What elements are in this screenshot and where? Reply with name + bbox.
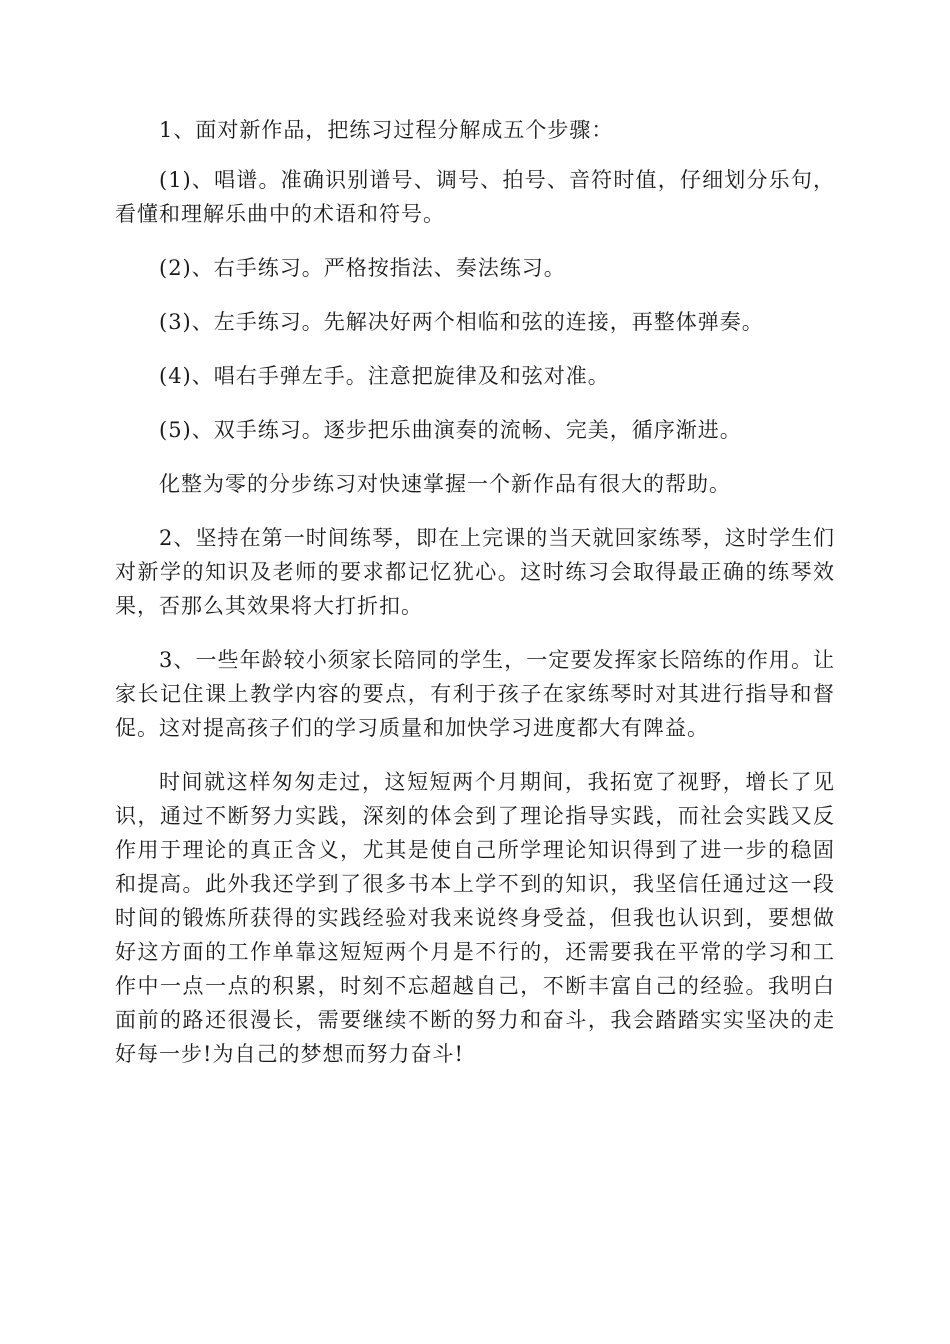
- paragraph-step-5: (5)、双手练习。逐步把乐曲演奏的流畅、完美，循序渐进。: [159, 418, 742, 442]
- document-body: [115, 113, 835, 1071]
- paragraph-step-1: (1)、唱谱。准确识别谱号、调号、拍号、音符时值，仔细划分乐句，看懂和理解乐曲中的术语和符号。: [115, 168, 835, 226]
- paragraph-summary: 化整为零的分步练习对快速掌握一个新作品有很大的帮助。: [159, 472, 731, 496]
- paragraph-intro-steps: 1、面对新作品，把练习过程分解成五个步骤：: [159, 118, 614, 142]
- paragraph-reflection: 时间就这样匆匆走过，这短短两个月期间，我拓宽了视野，增长了见识，通过不断努力实践，深刻的体会到了理论指导实践，而社会实践又反作用于理论的真正含义，尤其是使自己所学理论知识得到了进一步的稳固和提高。此外我还学到了很多书本上学不到的知识，我坚信任通过这一段时间的锻炼所获得的实践经验对我来说终身受益，但我也认识到，要想做好这方面的工作单靠这短短两个月是不行的，还需要我在平常的学习和工作中一点一点的积累，时刻不忘超越自己，不断丰富自己的经验。我明白面前的路还很漫长，需要继续不断的努力和奋斗，我会踏踏实实坚决的走好每一步!为自己的梦想而努力奋斗!: [115, 770, 835, 1066]
- paragraph-step-3: (3)、左手练习。先解决好两个相临和弦的连接，再整体弹奏。: [159, 310, 764, 334]
- paragraph-point-2: 2、坚持在第一时间练琴，即在上完课的当天就回家练琴，这时学生们对新学的知识及老师的要求都记忆犹心。这时练习会取得最正确的练琴效果，否那么其效果将大打折扣。: [115, 526, 835, 618]
- paragraph-step-2: (2)、右手练习。严格按指法、奏法练习。: [159, 256, 566, 280]
- paragraph-point-3: 3、一些年龄较小须家长陪同的学生，一定要发挥家长陪练的作用。让家长记住课上教学内容的要点，有利于孩子在家练琴时对其进行指导和督促。这对提高孩子们的学习质量和加快学习进度都大有陴益。: [115, 648, 835, 740]
- paragraph-step-4: (4)、唱右手弹左手。注意把旋律及和弦对准。: [159, 364, 610, 388]
